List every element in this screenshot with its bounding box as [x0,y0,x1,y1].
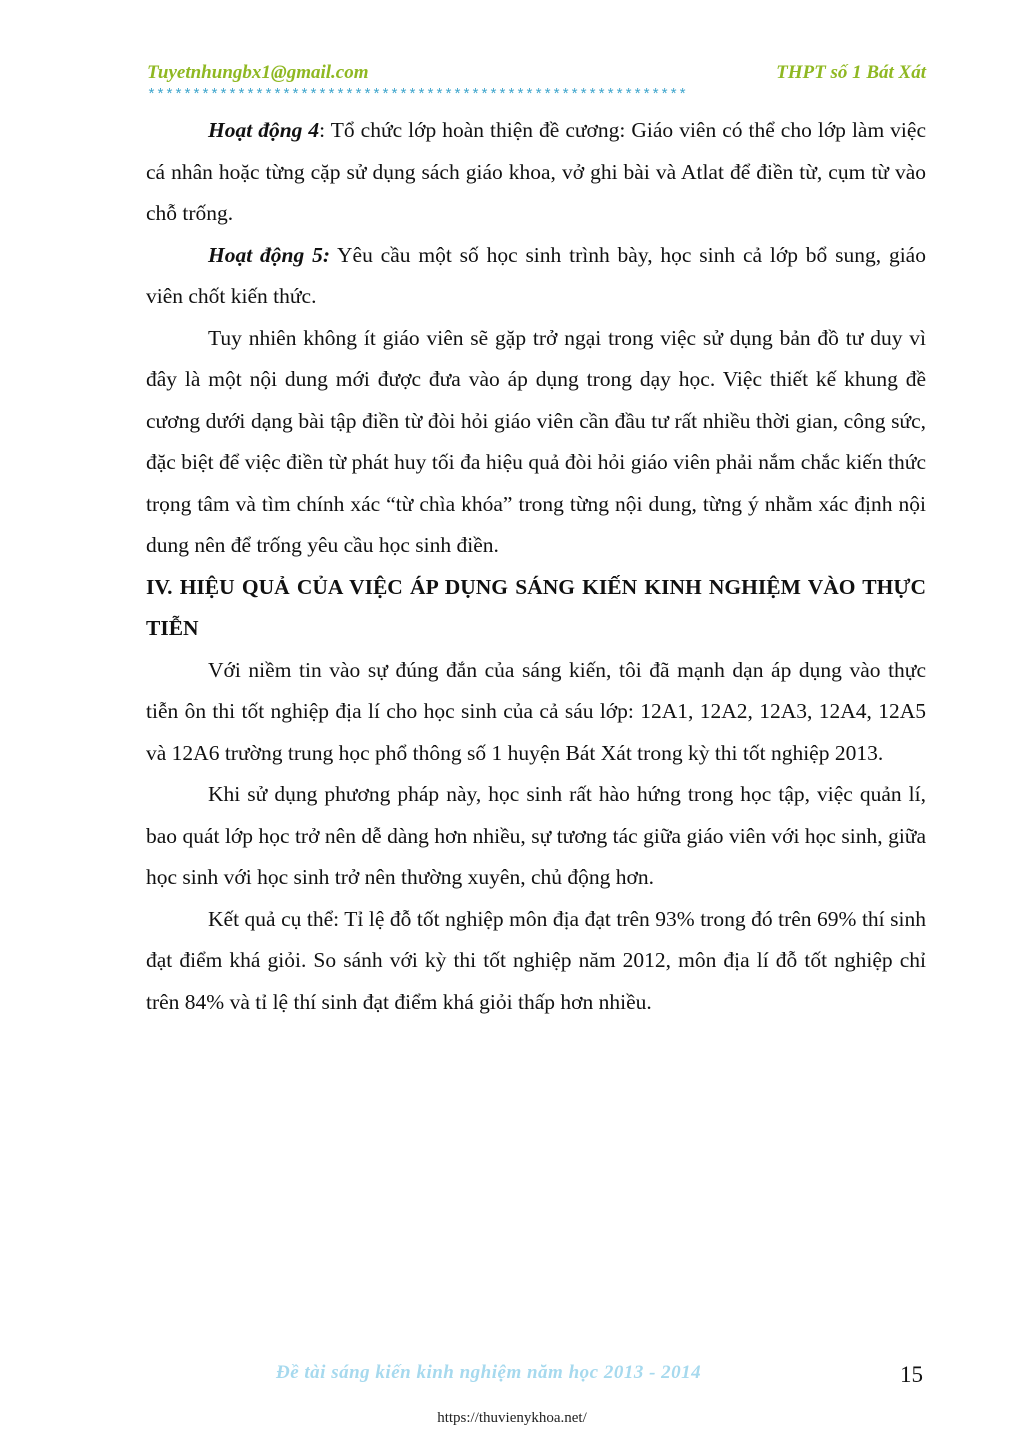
paragraph-results: Kết quả cụ thể: Tỉ lệ đỗ tốt nghiệp môn địa đạt trên 93% trong đó trên 69% thí sinh đạt điểm khá giỏi. So sánh với kỳ thi tốt nghiệp năm 2012, môn địa lí đỗ tốt nghiệp chỉ trên 84% và tỉ lệ thí sinh đạt điểm khá giỏi thấp hơn nhiều. [146,906,926,1014]
paragraph-activity-5 [146,235,926,318]
footer-title: Đề tài sáng kiến kinh nghiệm năm học 2013 - 2014 [276,1362,702,1383]
activity-4-text: : Tổ chức lớp hoàn thiện đề cương: Giáo viên có thể cho lớp làm việc cá nhân hoặc từng cặp sử dụng sách giáo khoa, vở ghi bài và Atlat để điền từ, cụm từ vào chỗ trống. [146,118,926,225]
activity-5-label: Hoạt động 5: [208,242,330,267]
header-email: Tuyetnhungbx1@gmail.com [147,62,369,83]
activity-5-text: Yêu cầu một số học sinh trình bày, học sinh cả lớp bổ sung, giáo viên chốt kiến thức. [146,242,926,308]
section-heading: IV. HIỆU QUẢ CỦA VIỆC ÁP DỤNG SÁNG KIẾN KINH NGHIỆM VÀO THỰC TIỄN [146,574,926,640]
paragraph-application: Với niềm tin vào sự đúng đắn của sáng kiến, tôi đã mạnh dạn áp dụng vào thực tiễn ôn thi tốt nghiệp địa lí cho học sinh của cả sáu lớp: 12A1, 12A2, 12A3, 12A4, 12A5 và 12A6 trường trung học phổ thông số 1 huyện Bát Xát trong kỳ thi tốt nghiệp 2013. [146,657,926,765]
paragraph-method-effect: Khi sử dụng phương pháp này, học sinh rất hào hứng trong học tập, việc quản lí, bao quát lớp học trở nên dễ dàng hơn nhiều, sự tương tác giữa giáo viên với học sinh, giữa học sinh với học sinh trở nên thường xuyên, chủ động hơn. [146,782,926,889]
activity-4-label: Hoạt động 4 [208,118,320,142]
page-number: 15 [900,1362,923,1387]
header-divider: ************************************************************ [147,88,688,104]
paragraph-activity-4 [146,110,926,235]
source-url[interactable]: https://thuvienykhoa.net/ [437,1410,587,1426]
document-body [146,110,926,1023]
paragraph-difficulties: Tuy nhiên không ít giáo viên sẽ gặp trở ngại trong việc sử dụng bản đồ tư duy vì đây là một nội dung mới được đưa vào áp dụng trong dạy học. Việc thiết kế khung đề cương dưới dạng bài tập điền từ đòi hỏi giáo viên cần đầu tư rất nhiều thời gian, công sức, đặc biệt để việc điền từ phát huy tối đa hiệu quả đòi hỏi giáo viên phải nắm chắc kiến thức trọng tâm và tìm chính xác “từ chìa khóa” trong từng nội dung, từng ý nhằm xác định nội dung nên để trống yêu cầu học sinh điền. [146,325,926,557]
header-school: THPT số 1 Bát Xát [776,62,926,83]
